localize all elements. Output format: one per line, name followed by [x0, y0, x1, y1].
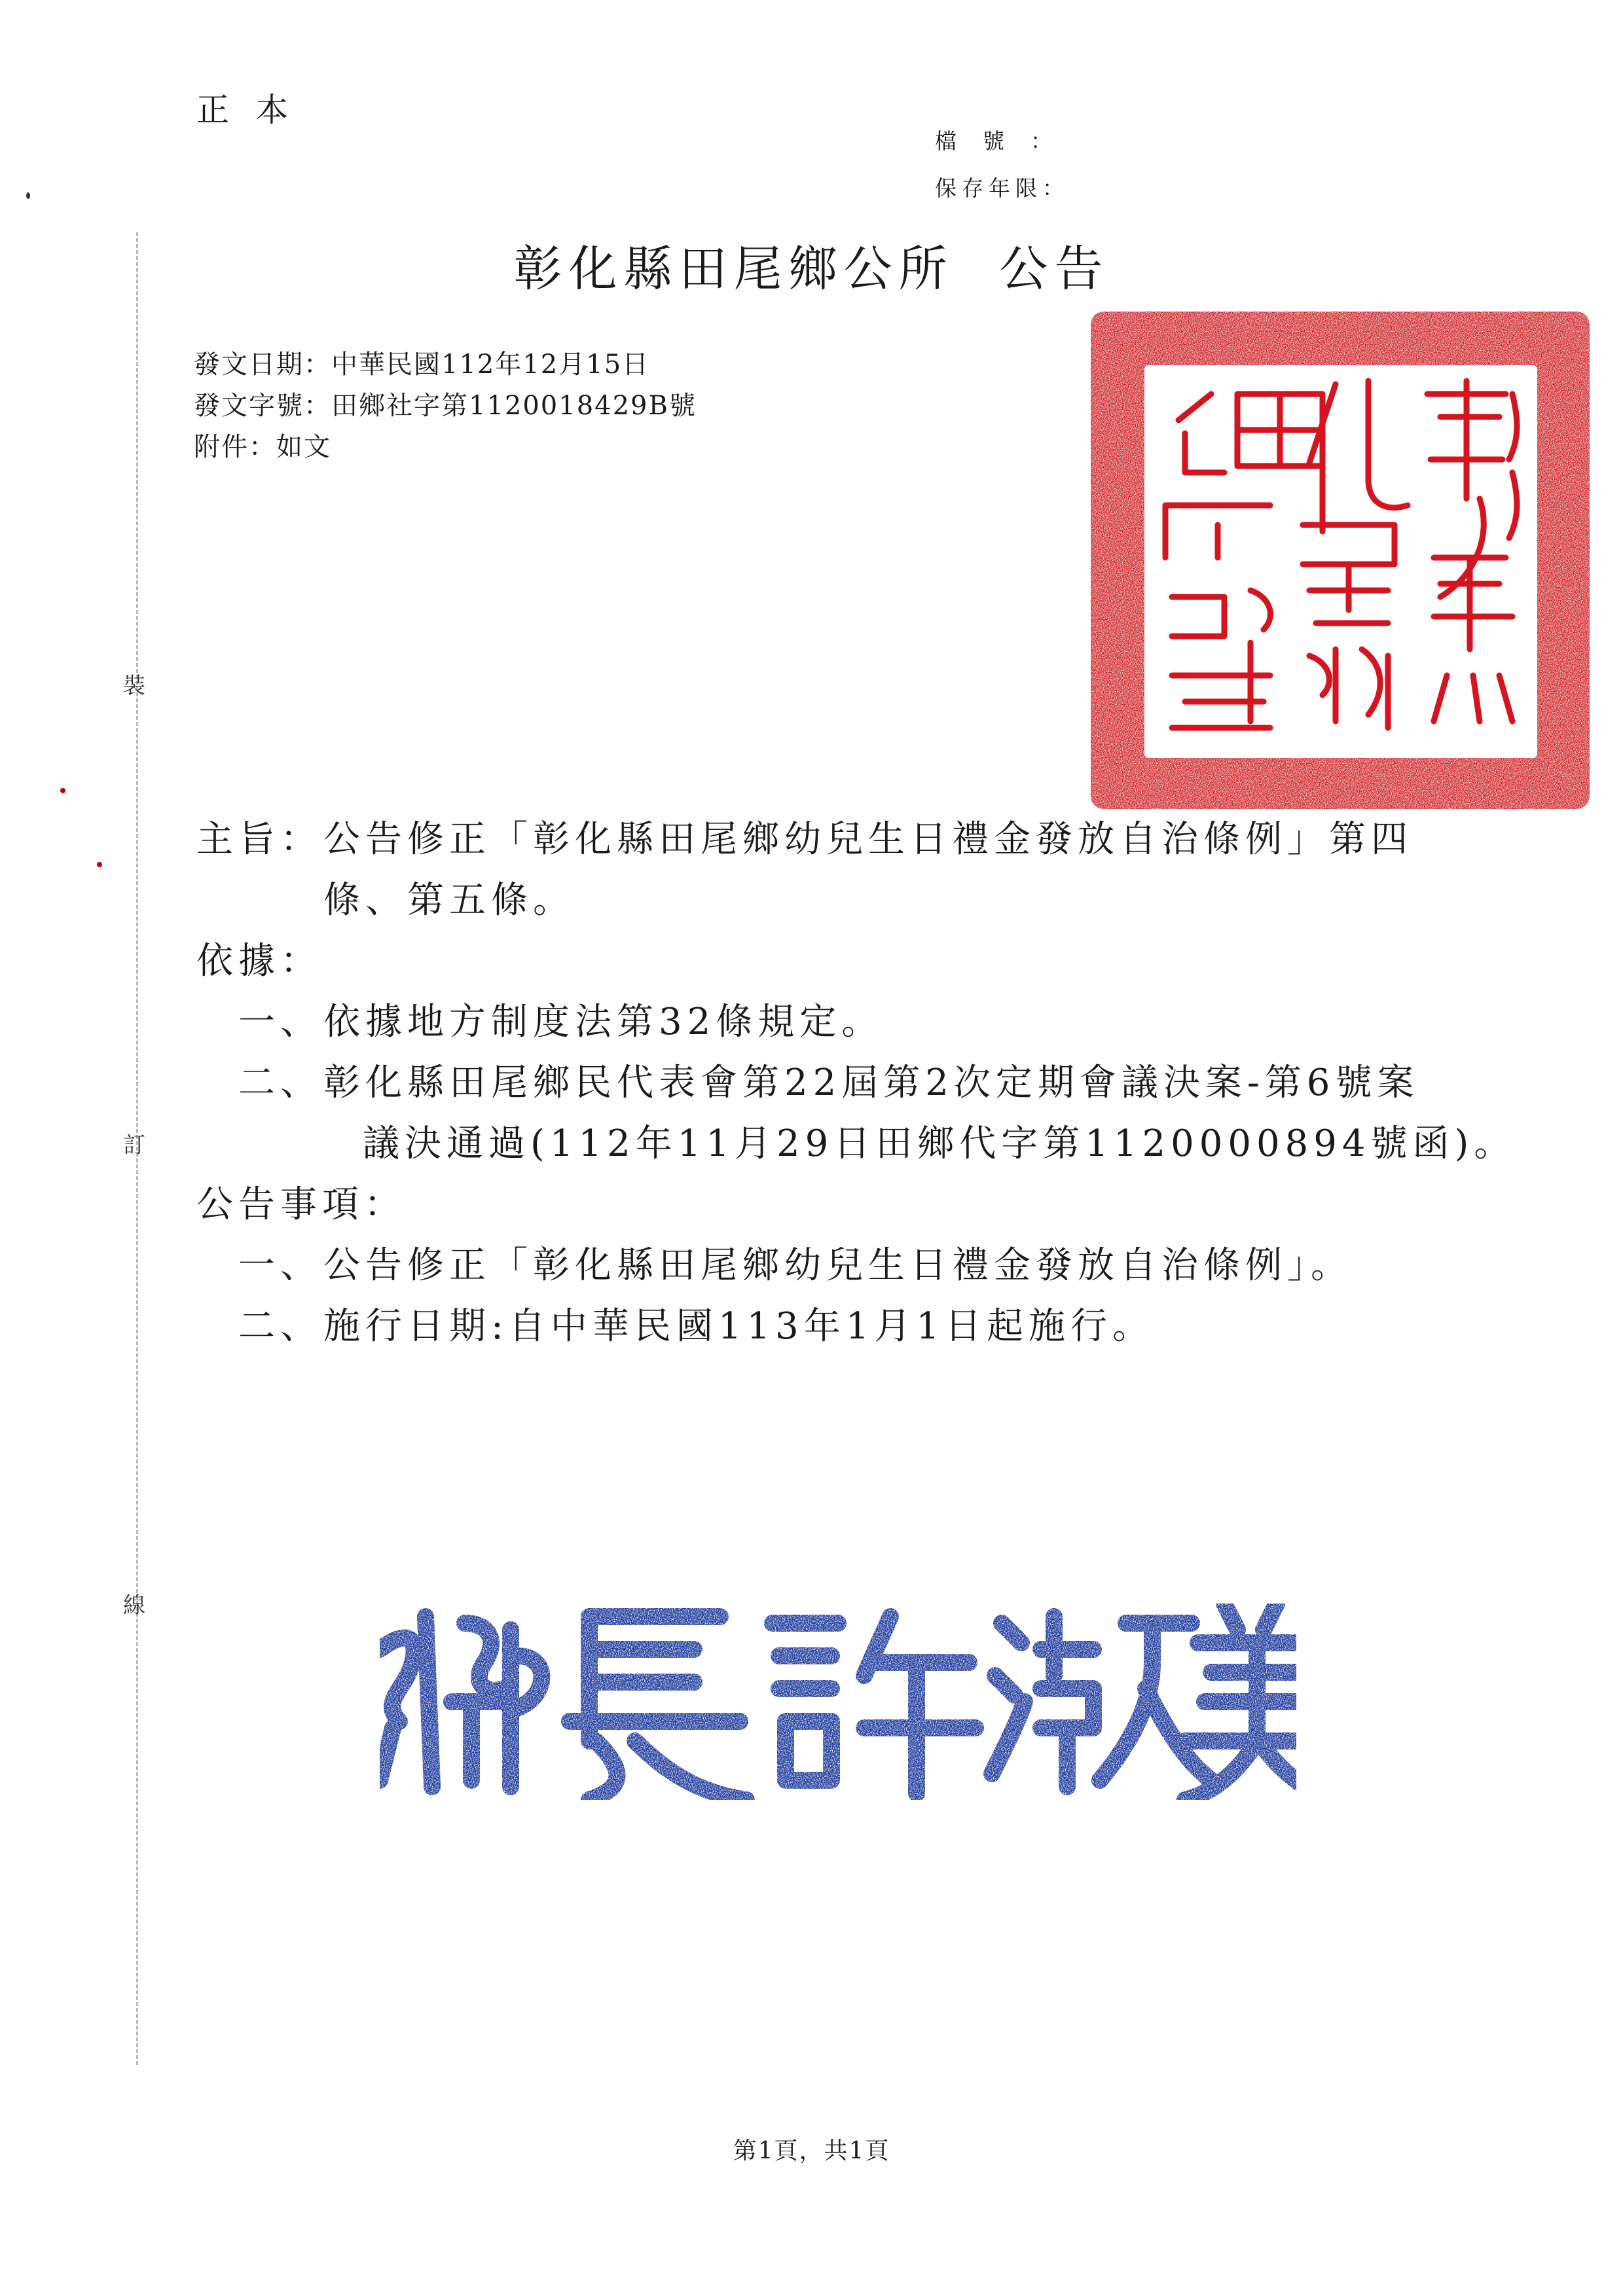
- document-type: 公告: [999, 241, 1110, 297]
- official-seal-graphic: [1087, 309, 1594, 813]
- basis-label: 依據：: [196, 940, 322, 982]
- binding-mark-xian: 線: [123, 1592, 145, 1619]
- binding-mark-ding: 訂: [123, 1132, 145, 1158]
- item-1-text: 公告修正「彰化縣田尾鄉幼兒生日禮金發放自治條例」。: [323, 1244, 1353, 1287]
- subject-line-1: 公告修正「彰化縣田尾鄉幼兒生日禮金發放自治條例」第四: [323, 818, 1413, 861]
- copy-label: 正本: [196, 91, 314, 129]
- basis-2-number: 二、: [238, 1062, 322, 1104]
- basis-1-text: 依據地方制度法第32條規定。: [323, 1001, 884, 1043]
- basis-2-line-2: 議決通過(112年11月29日田鄉代字第1120000894號函)。: [363, 1122, 1516, 1165]
- scan-speck: [60, 788, 65, 793]
- subject-label: 主旨：: [196, 818, 322, 861]
- archive-file-number-label: 檔號：: [935, 128, 1078, 154]
- document-title: [0, 230, 1623, 300]
- signature-stamp-graphic: [354, 1577, 1296, 1813]
- archive-retention-label: 保存年限：: [935, 175, 1069, 201]
- attachment: 附件：如文: [194, 432, 331, 462]
- mayor-signature-stamp: [354, 1577, 1296, 1813]
- announcement-items-label: 公告事項：: [196, 1183, 406, 1226]
- issue-number: 發文字號：田鄉社字第1120018429B號: [194, 391, 697, 421]
- scan-speck: [26, 192, 30, 199]
- basis-1-number: 一、: [238, 1001, 322, 1043]
- item-2-text: 施行日期:自中華民國113年1月1日起施行。: [323, 1305, 1155, 1348]
- subject-line-2: 條、第五條。: [323, 879, 575, 922]
- item-2-number: 二、: [238, 1305, 322, 1348]
- scan-speck: [97, 862, 102, 867]
- official-seal: [1087, 309, 1594, 813]
- issue-date: 發文日期：中華民國112年12月15日: [194, 350, 650, 380]
- agency-name: 彰化縣田尾鄉公所: [513, 241, 954, 297]
- item-1-number: 一、: [238, 1244, 322, 1287]
- page-number: 第1頁，共1頁: [733, 2138, 890, 2164]
- basis-2-line-1: 彰化縣田尾鄉民代表會第22屆第2次定期會議決案-第6號案: [323, 1062, 1419, 1104]
- binding-mark-zhuang: 裝: [123, 673, 145, 699]
